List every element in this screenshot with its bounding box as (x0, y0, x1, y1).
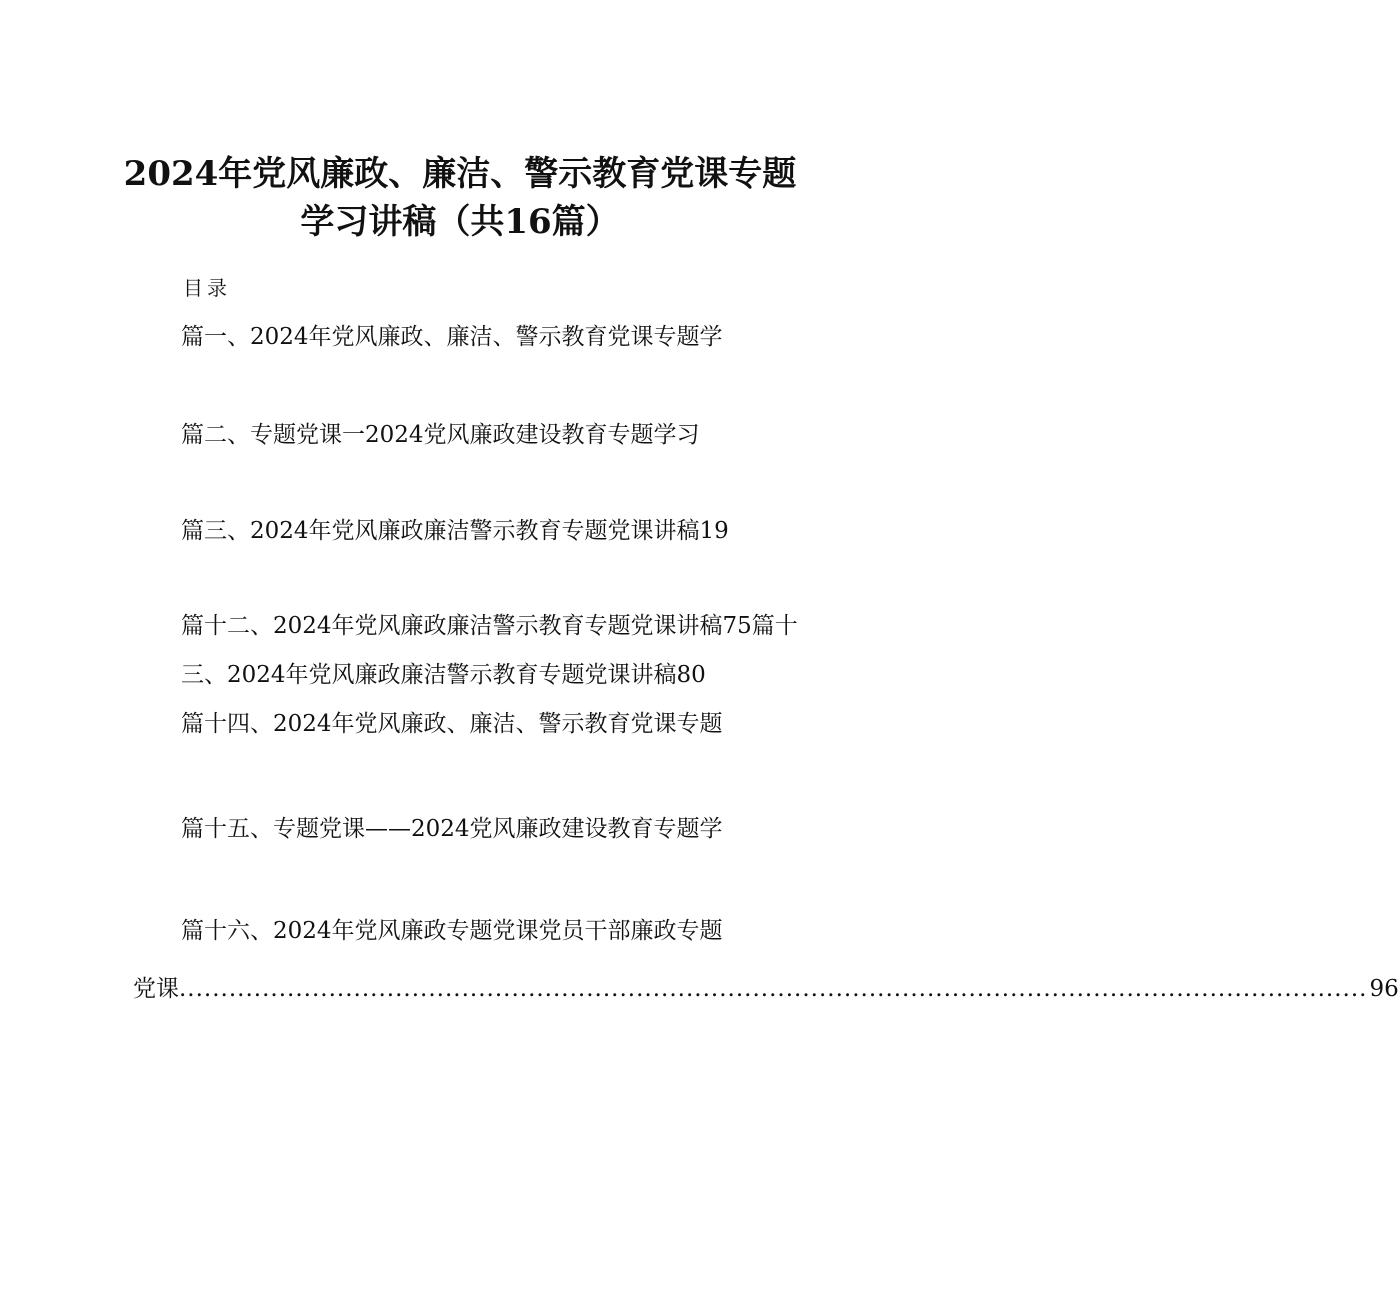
toc-entry[interactable]: 篇一、2024年党风廉政、廉洁、警示教育党课专题学 (181, 324, 723, 350)
toc-entry[interactable]: 篇三、2024年党风廉政廉洁警示教育专题党课讲稿19 (181, 518, 729, 544)
toc-entry[interactable]: 篇十五、专题党课——2024党风廉政建设教育专题学 (181, 816, 723, 842)
document-title-line-1: 2024年党风廉政、廉洁、警示教育党课专题 (123, 154, 797, 194)
toc-entry[interactable]: 篇十二、2024年党风廉政廉洁警示教育专题党课讲稿75篇十 (181, 613, 798, 639)
toc-entry[interactable]: 篇十六、2024年党风廉政专题党课党员干部廉政专题 (181, 918, 723, 944)
toc-heading: 目录 (183, 276, 231, 300)
toc-dot-leader: ............................................................................................................................................... (179, 976, 1368, 1002)
toc-entry[interactable]: 篇十四、2024年党风廉政、廉洁、警示教育党课专题 (181, 711, 723, 737)
document-title-line-2: 学习讲稿（共16篇） (300, 202, 620, 242)
toc-page-number: 96 (1369, 976, 1399, 1002)
toc-entry-label: 党课 (133, 976, 179, 1002)
toc-entry-last-line[interactable] (133, 970, 1399, 1004)
toc-entry-continuation[interactable]: 三、2024年党风廉政廉洁警示教育专题党课讲稿80 (181, 662, 706, 688)
toc-entry[interactable]: 篇二、专题党课一2024党风廉政建设教育专题学习 (181, 422, 700, 448)
